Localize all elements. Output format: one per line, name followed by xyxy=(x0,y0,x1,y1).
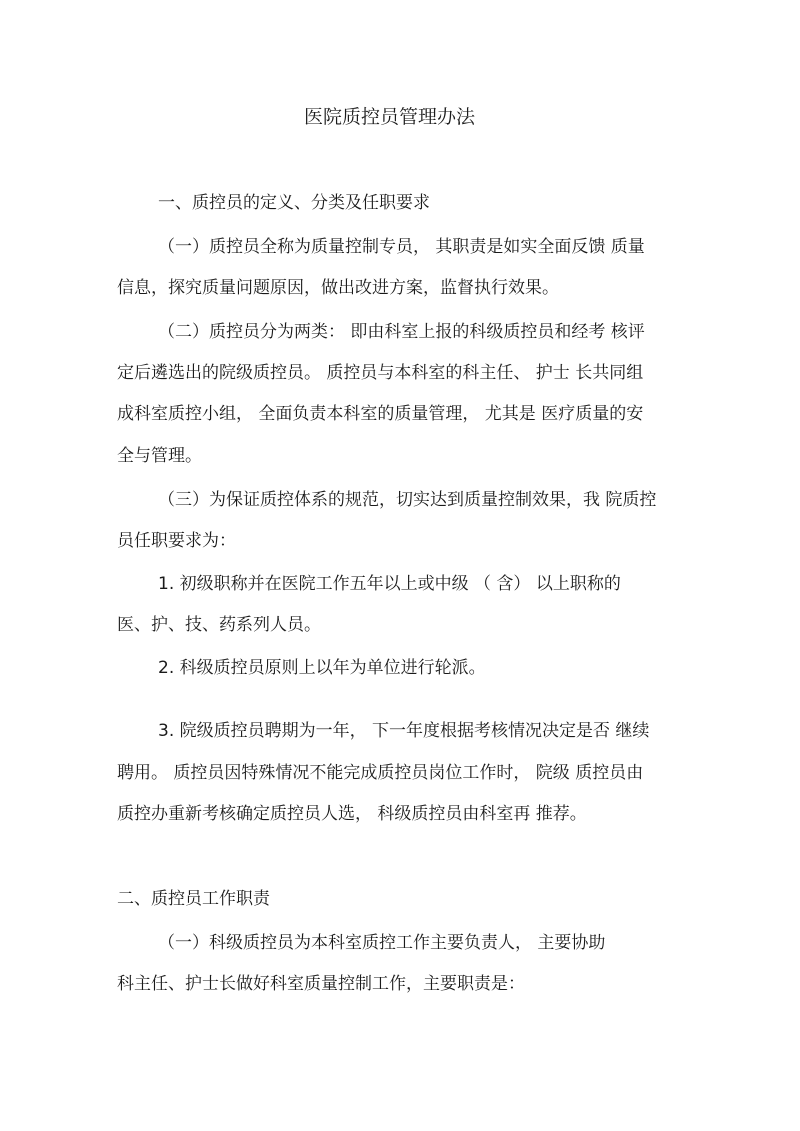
list-item-continuation: 聘用。 质控员因特殊情况不能完成质控员岗位工作时， 院级 质控员由 xyxy=(117,763,644,783)
paragraph-line: （一）科级质控员为本科室质控工作主要负责人， 主要协助 xyxy=(158,933,606,953)
section-1-heading: 一、质控员的定义、分类及任职要求 xyxy=(158,193,430,213)
list-item: 2. 科级质控员原则上以年为单位进行轮派。 xyxy=(158,658,486,678)
list-item: 1. 初级职称并在医院工作五年以上或中级 （ 含） 以上职称的 xyxy=(158,574,621,594)
paragraph-line: 科主任、护士长做好科室质量控制工作，主要职责是： xyxy=(117,974,525,994)
paragraph-line: 信息，探究质量问题原因，做出改进方案，监督执行效果。 xyxy=(117,278,559,298)
section-2-heading: 二、质控员工作职责 xyxy=(117,889,270,909)
paragraph-line: 全与管理。 xyxy=(117,446,202,466)
paragraph-line: 定后遴选出的院级质控员。 质控员与本科室的科主任、 护士 长共同组 xyxy=(117,363,644,383)
list-item: 3. 院级质控员聘期为一年， 下一年度根据考核情况决定是否 继续 xyxy=(158,721,650,741)
list-item-continuation: 医、护、技、药系列人员。 xyxy=(117,615,321,635)
paragraph-line: （三）为保证质控体系的规范，切实达到质量控制效果，我 院质控 xyxy=(158,490,657,510)
paragraph-line: 成科室质控小组， 全面负责本科室的质量管理， 尤其是 医疗质量的安 xyxy=(117,404,644,424)
document-title: 医院质控员管理办法 xyxy=(304,106,476,128)
paragraph-line: 员任职要求为： xyxy=(117,531,236,551)
paragraph-line: （二）质控员分为两类： 即由科室上报的科级质控员和经考 核评 xyxy=(158,322,645,342)
paragraph-line: （一）质控员全称为质量控制专员， 其职责是如实全面反馈 质量 xyxy=(158,237,645,257)
list-item-continuation: 质控办重新考核确定质控员人选， 科级质控员由科室再 推荐。 xyxy=(117,804,587,824)
